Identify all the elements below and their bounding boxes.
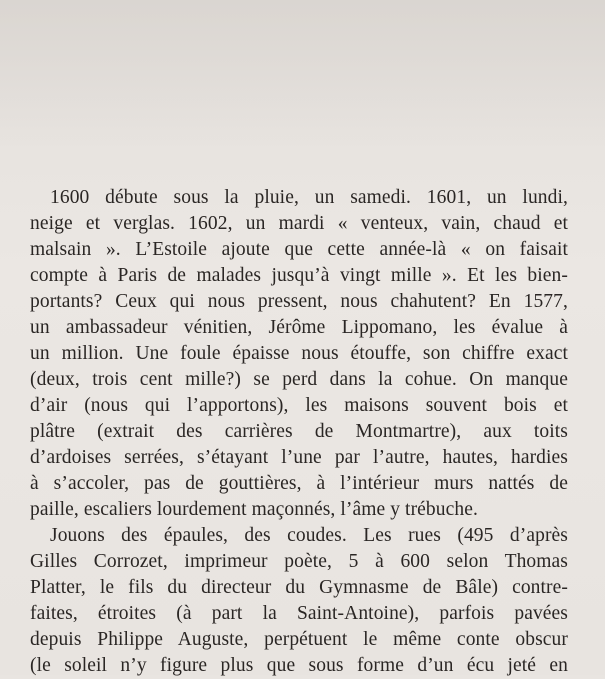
paragraph-2: [30, 523, 568, 679]
body-text: [30, 185, 568, 679]
text-line: compte à Paris de malades jusqu’à vingt mille ». Et les bien-: [30, 265, 568, 286]
text-line: plâtre (extrait des carrières de Montmartre), aux toits: [30, 421, 568, 442]
text-line: Jouons des épaules, des coudes. Les rues (495 d’après: [50, 525, 568, 546]
text-line: un million. Une foule épaisse nous étouffe, son chiffre exact: [30, 343, 568, 364]
paragraph-1: [30, 185, 568, 523]
text-line: neige et verglas. 1602, un mardi « venteux, vain, chaud et: [30, 213, 568, 234]
text-line: Gilles Corrozet, imprimeur poète, 5 à 600 selon Thomas: [30, 551, 568, 572]
text-line: faites, étroites (à part la Saint-Antoine), parfois pavées: [30, 603, 568, 624]
text-line: depuis Philippe Auguste, perpétuent le même conte obscur: [30, 629, 568, 650]
text-line: (le soleil n’y figure plus que sous forme d’un écu jeté en: [30, 655, 568, 676]
text-line: un ambassadeur vénitien, Jérôme Lippomano, les évalue à: [30, 317, 568, 338]
show-through-shadow: [0, 0, 605, 150]
text-line: Platter, le fils du directeur du Gymnasme de Bâle) contre-: [30, 577, 568, 598]
text-line: portants? Ceux qui nous pressent, nous chahutent? En 1577,: [30, 291, 568, 312]
text-line: paille, escaliers lourdement maçonnés, l’âme y trébuche.: [30, 499, 478, 520]
text-line: 1600 débute sous la pluie, un samedi. 1601, un lundi,: [50, 187, 568, 208]
text-line: d’ardoises serrées, s’étayant l’une par l’autre, hautes, hardies: [30, 447, 568, 468]
text-line: à s’accoler, pas de gouttières, à l’intérieur murs nattés de: [30, 473, 568, 494]
text-line: (deux, trois cent mille?) se perd dans la cohue. On manque: [30, 369, 568, 390]
text-line: malsain ». L’Estoile ajoute que cette année-là « on faisait: [30, 239, 568, 260]
text-line: d’air (nous qui l’apportons), les maisons souvent bois et: [30, 395, 568, 416]
